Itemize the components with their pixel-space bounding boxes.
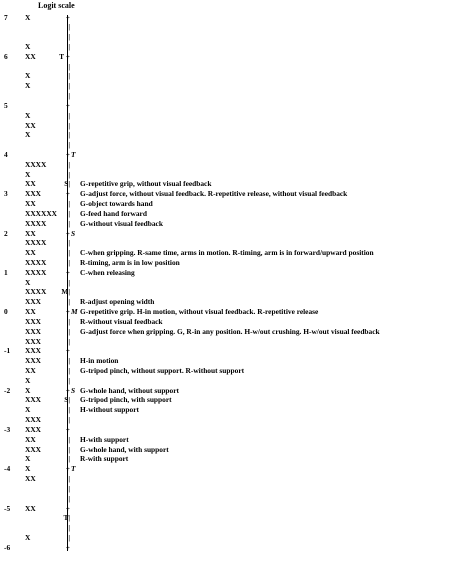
person-distribution: XX bbox=[25, 199, 36, 209]
axis-mark: T + bbox=[59, 51, 70, 61]
axis-mark: | bbox=[68, 444, 70, 454]
person-distribution: XX bbox=[25, 307, 36, 317]
axis-mark: | bbox=[68, 110, 70, 120]
person-distribution: X bbox=[25, 532, 31, 542]
axis-mark: | bbox=[68, 366, 70, 376]
person-distribution: X bbox=[25, 454, 31, 464]
axis-mark: + bbox=[65, 100, 70, 110]
item-marker: T bbox=[71, 149, 76, 159]
axis-mark: | bbox=[68, 297, 70, 307]
person-distribution: XX bbox=[25, 51, 36, 61]
person-distribution: XX bbox=[25, 179, 36, 189]
person-distribution: XX bbox=[25, 120, 36, 130]
person-distribution: XXX bbox=[25, 356, 42, 366]
person-distribution: X bbox=[25, 277, 31, 287]
axis-mark: | bbox=[68, 71, 70, 81]
item-description: H-in motion bbox=[80, 356, 119, 366]
logit-tick-label: -2 bbox=[4, 385, 11, 395]
axis-mark: | bbox=[68, 140, 70, 150]
axis-mark: | bbox=[68, 169, 70, 179]
item-marker: S bbox=[71, 385, 76, 395]
person-distribution: XX bbox=[25, 366, 36, 376]
axis-mark: + bbox=[65, 149, 70, 159]
axis-mark: + bbox=[65, 542, 70, 552]
logit-tick-label: 5 bbox=[4, 100, 8, 110]
axis-mark: | bbox=[68, 41, 70, 51]
item-description: H-without support bbox=[80, 405, 139, 415]
logit-tick-label: -3 bbox=[4, 424, 11, 434]
person-distribution: XX bbox=[25, 503, 36, 513]
logit-tick-label: 2 bbox=[4, 228, 8, 238]
axis-mark: | bbox=[68, 523, 70, 533]
axis-mark: + bbox=[65, 189, 70, 199]
axis-mark: | bbox=[68, 326, 70, 336]
axis-mark: | bbox=[68, 81, 70, 91]
axis-mark: | bbox=[68, 199, 70, 209]
person-distribution: XXX bbox=[25, 189, 42, 199]
person-distribution: XXX bbox=[25, 346, 42, 356]
item-description: C-when gripping. R-same time, arms in motion. R-timing, arm is in forward/upward position bbox=[80, 248, 374, 258]
person-distribution: XXXX bbox=[25, 287, 47, 297]
axis-mark: | bbox=[68, 356, 70, 366]
item-description: G-whole hand, with support bbox=[80, 444, 169, 454]
axis-mark: M| bbox=[61, 287, 70, 297]
logit-tick-label: 7 bbox=[4, 12, 8, 22]
person-distribution: XXXX bbox=[25, 267, 47, 277]
item-description: G-feed hand forward bbox=[80, 208, 147, 218]
person-distribution: X bbox=[25, 81, 31, 91]
item-description: G-object towards hand bbox=[80, 199, 153, 209]
item-description: R-with support bbox=[80, 454, 129, 464]
item-marker: S bbox=[71, 228, 76, 238]
person-distribution: XXXXXX bbox=[25, 208, 58, 218]
person-distribution: X bbox=[25, 110, 31, 120]
axis-mark: | bbox=[68, 405, 70, 415]
logit-tick-label: -1 bbox=[4, 346, 11, 356]
person-distribution: XXX bbox=[25, 336, 42, 346]
item-description: G-whole hand, without support bbox=[80, 385, 179, 395]
axis-mark: + bbox=[65, 346, 70, 356]
person-distribution: XX bbox=[25, 434, 36, 444]
person-distribution: X bbox=[25, 71, 31, 81]
axis-mark: | bbox=[68, 336, 70, 346]
axis-mark: + bbox=[65, 307, 70, 317]
logit-tick-label: -6 bbox=[4, 542, 11, 552]
logit-tick-label: -5 bbox=[4, 503, 11, 513]
axis-mark: | bbox=[68, 120, 70, 130]
axis-mark: | bbox=[68, 474, 70, 484]
axis-mark: S| bbox=[64, 179, 70, 189]
person-distribution: X bbox=[25, 12, 31, 22]
person-distribution: XXX bbox=[25, 316, 42, 326]
axis-mark: | bbox=[68, 316, 70, 326]
person-distribution: X bbox=[25, 169, 31, 179]
axis-mark: | bbox=[68, 493, 70, 503]
axis-mark: + bbox=[65, 464, 70, 474]
person-distribution: X bbox=[25, 464, 31, 474]
axis-mark: | bbox=[68, 415, 70, 425]
chart-title: Logit scale bbox=[38, 1, 75, 10]
person-distribution: XXXX bbox=[25, 159, 47, 169]
item-description: G-tripod pinch, with support bbox=[80, 395, 172, 405]
axis-mark: + bbox=[65, 424, 70, 434]
item-description: R-timing, arm is in low position bbox=[80, 258, 180, 267]
item-marker: T bbox=[71, 464, 76, 474]
item-marker: M bbox=[71, 307, 78, 317]
person-distribution: XXXX bbox=[25, 258, 47, 267]
axis-mark: | bbox=[68, 375, 70, 385]
person-distribution: X bbox=[25, 130, 31, 140]
axis-mark: | bbox=[68, 258, 70, 267]
item-description: G-repetitive grip, without visual feedback bbox=[80, 179, 212, 189]
item-description: R-without visual feedback bbox=[80, 316, 163, 326]
person-distribution: X bbox=[25, 385, 31, 395]
axis-mark: | bbox=[68, 159, 70, 169]
axis-mark: | bbox=[68, 218, 70, 228]
item-description: G-adjust force, without visual feedback. R-repetitive release, without visual feedback bbox=[80, 189, 348, 199]
item-description: G-tripod pinch, without support. R-without support bbox=[80, 366, 245, 376]
axis-mark: | bbox=[68, 61, 70, 71]
logit-tick-label: 0 bbox=[4, 307, 8, 317]
axis-mark: | bbox=[68, 32, 70, 42]
axis-mark: | bbox=[68, 454, 70, 464]
item-description: G-without visual feedback bbox=[80, 218, 163, 228]
axis-mark: | bbox=[68, 434, 70, 444]
person-distribution: XXXX bbox=[25, 238, 47, 248]
axis-mark: | bbox=[68, 248, 70, 258]
axis-mark: + bbox=[65, 12, 70, 22]
person-distribution: X bbox=[25, 405, 31, 415]
axis-mark: + bbox=[65, 267, 70, 277]
logit-tick-label: 1 bbox=[4, 267, 8, 277]
person-distribution: XXX bbox=[25, 297, 42, 307]
axis-mark: | bbox=[68, 22, 70, 32]
item-description: C-when releasing bbox=[80, 267, 135, 277]
logit-tick-label: -4 bbox=[4, 464, 11, 474]
person-distribution: XX bbox=[25, 474, 36, 484]
person-distribution: XXX bbox=[25, 326, 42, 336]
person-distribution: X bbox=[25, 375, 31, 385]
person-distribution: XX bbox=[25, 248, 36, 258]
person-distribution: XXX bbox=[25, 395, 42, 405]
axis-mark: + bbox=[65, 228, 70, 238]
axis-mark: | bbox=[68, 208, 70, 218]
axis-mark: S| bbox=[64, 395, 70, 405]
person-distribution: XXXX bbox=[25, 218, 47, 228]
logit-tick-label: 3 bbox=[4, 189, 8, 199]
person-distribution: XXX bbox=[25, 444, 42, 454]
person-distribution: XXX bbox=[25, 424, 42, 434]
person-distribution: XXX bbox=[25, 415, 42, 425]
axis-mark: | bbox=[68, 238, 70, 248]
item-description: G-adjust force when gripping. G, R-in any position. H-w/out crushing. H-w/out visual feedback bbox=[80, 326, 380, 336]
axis-mark: + bbox=[65, 503, 70, 513]
axis-mark: T| bbox=[63, 513, 70, 523]
person-distribution: X bbox=[25, 41, 31, 51]
item-description: G-repetitive grip. H-in motion, without visual feedback. R-repetitive release bbox=[80, 307, 319, 317]
axis-mark: | bbox=[68, 130, 70, 140]
axis-mark: + bbox=[65, 385, 70, 395]
item-description: R-adjust opening width bbox=[80, 297, 155, 307]
logit-tick-label: 6 bbox=[4, 51, 8, 61]
item-description: H-with support bbox=[80, 434, 129, 444]
person-distribution: XX bbox=[25, 228, 36, 238]
axis-mark: | bbox=[68, 483, 70, 493]
axis-mark: | bbox=[68, 91, 70, 101]
axis-mark: | bbox=[68, 277, 70, 287]
axis-mark: | bbox=[68, 532, 70, 542]
logit-tick-label: 4 bbox=[4, 149, 8, 159]
